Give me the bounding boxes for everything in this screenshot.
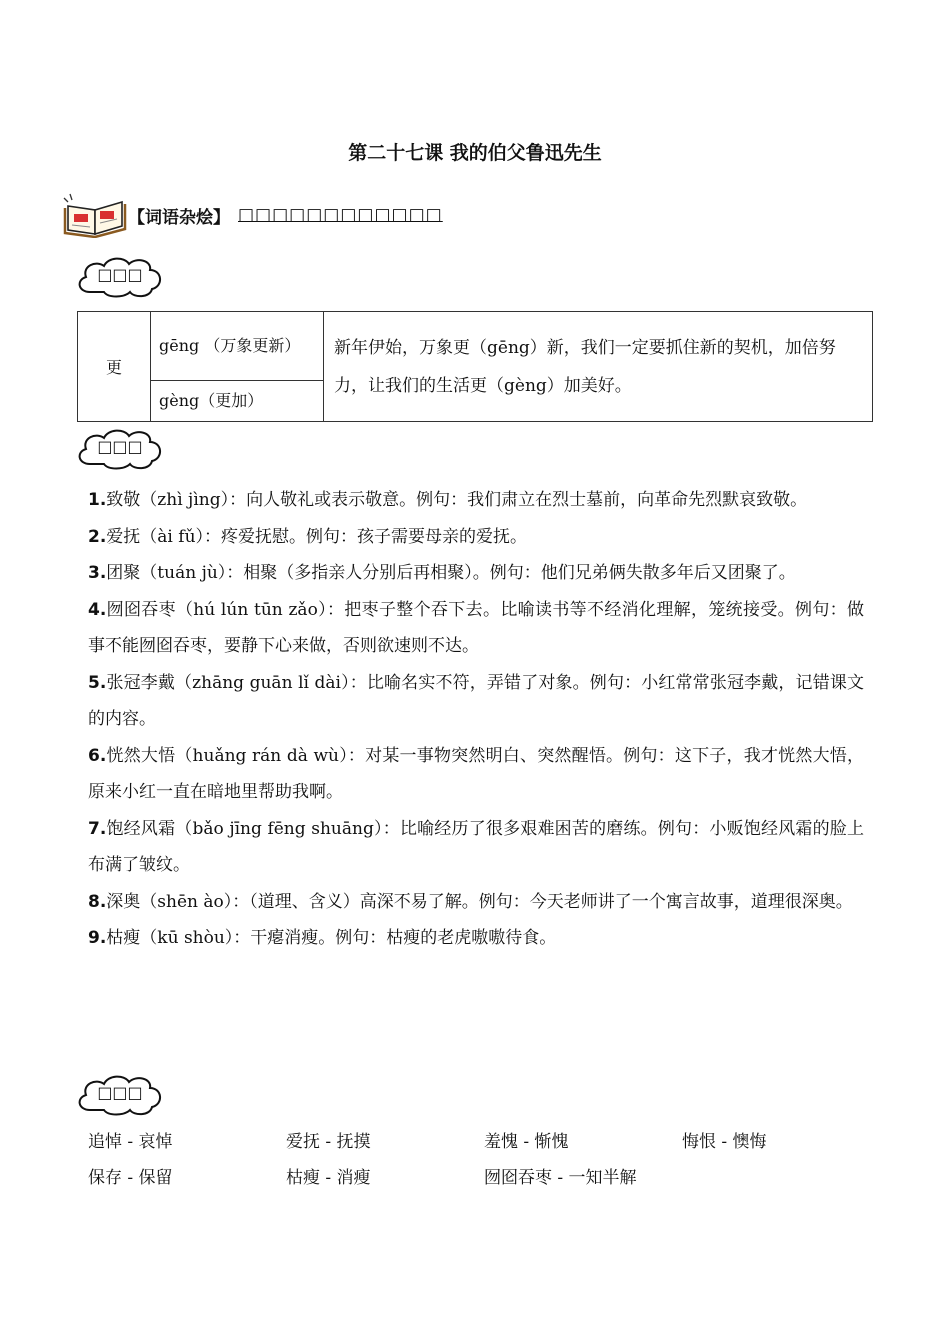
polyphone-example: 新年伊始，万象更（gēng）新，我们一定要抓住新的契机，加倍努力，让我们的生活更（gèng）加美好。 bbox=[324, 312, 873, 422]
synonym-row bbox=[88, 1126, 888, 1162]
list-item bbox=[88, 482, 864, 519]
synonym-pair: 追悼 - 哀悼 bbox=[88, 1132, 173, 1152]
item-number: 1. bbox=[88, 490, 107, 510]
list-item bbox=[88, 555, 864, 592]
synonym-list bbox=[88, 1126, 888, 1198]
item-text: 爱抚（ài fǔ）：疼爱抚慰。例句：孩子需要母亲的爱抚。 bbox=[106, 526, 528, 547]
synonym-pair: 羞愧 - 惭愧 bbox=[484, 1132, 569, 1152]
section-header bbox=[62, 192, 443, 238]
list-item bbox=[88, 519, 864, 556]
item-number: 4. bbox=[88, 599, 107, 620]
cloud-badge-vocabulary bbox=[74, 426, 166, 472]
item-number: 2. bbox=[88, 526, 107, 547]
item-number: 6. bbox=[88, 745, 107, 766]
item-text: 张冠李戴（zhāng guān lǐ dài）：比喻名实不符，弄错了对象。例句：小红常常张冠李戴，记错课文的内容。 bbox=[88, 672, 864, 729]
synonym-pair: 枯瘦 - 消瘦 bbox=[286, 1168, 371, 1188]
item-number: 7. bbox=[88, 818, 107, 839]
polyphone-reading: gēng （万象更新） bbox=[151, 312, 324, 381]
item-number: 5. bbox=[88, 672, 107, 693]
item-text: 恍然大悟（huǎng rán dà wù）：对某一事物突然明白、突然醒悟。例句：这下子，我才恍然大悟，原来小红一直在暗地里帮助我啊。 bbox=[88, 745, 864, 802]
synonym-pair: 保存 - 保留 bbox=[88, 1168, 173, 1188]
item-number: 9. bbox=[88, 928, 107, 948]
synonym-pair: 爱抚 - 抚摸 bbox=[286, 1132, 371, 1152]
cloud-label: □□□ bbox=[97, 264, 143, 284]
section-subtitle: □□□□□□□□□□□□ bbox=[238, 205, 443, 225]
cloud-badge-polyphone bbox=[74, 254, 166, 300]
list-item bbox=[88, 920, 864, 957]
cloud-label: □□□ bbox=[97, 436, 143, 456]
list-item bbox=[88, 738, 864, 811]
list-item bbox=[88, 592, 864, 665]
list-item bbox=[88, 665, 864, 738]
item-number: 3. bbox=[88, 563, 107, 583]
item-text: 团聚（tuán jù）：相聚（多指亲人分别后再相聚）。例句：他们兄弟俩失散多年后又团聚了。 bbox=[106, 563, 796, 583]
list-item bbox=[88, 884, 864, 921]
synonym-pair: 囫囵吞枣 - 一知半解 bbox=[484, 1168, 637, 1188]
item-text: 深奥（shēn ào）：（道理、含义）高深不易了解。例句：今天老师讲了一个寓言故事，道理很深奥。 bbox=[106, 891, 853, 912]
page-title: 第二十七课 我的伯父鲁迅先生 bbox=[348, 142, 602, 164]
cloud-label: □□□ bbox=[97, 1082, 143, 1102]
item-number: 8. bbox=[88, 891, 107, 912]
section-label: 【词语杂烩】 bbox=[128, 207, 230, 228]
list-item bbox=[88, 811, 864, 884]
polyphone-table bbox=[77, 311, 873, 422]
synonym-pair: 悔恨 - 懊悔 bbox=[682, 1132, 767, 1152]
item-text: 致敬（zhì jìng）：向人敬礼或表示敬意。例句：我们肃立在烈士墓前，向革命先烈默哀致敬。 bbox=[106, 490, 808, 510]
polyphone-char: 更 bbox=[78, 312, 151, 422]
cloud-badge-synonyms bbox=[74, 1072, 166, 1118]
open-book-icon bbox=[62, 192, 128, 238]
polyphone-reading: gèng（更加） bbox=[151, 381, 324, 422]
vocabulary-list bbox=[88, 482, 864, 957]
item-text: 饱经风霜（bǎo jīng fēng shuāng）：比喻经历了很多艰难困苦的磨练。例句：小贩饱经风霜的脸上布满了皱纹。 bbox=[88, 818, 864, 875]
synonym-row bbox=[88, 1162, 888, 1198]
item-text: 枯瘦（kū shòu）：干瘪消瘦。例句：枯瘦的老虎嗷嗷待食。 bbox=[106, 928, 557, 948]
item-text: 囫囵吞枣（hú lún tūn zǎo）：把枣子整个吞下去。比喻读书等不经消化理解，笼统接受。例句：做事不能囫囵吞枣，要静下心来做，否则欲速则不达。 bbox=[88, 599, 864, 656]
